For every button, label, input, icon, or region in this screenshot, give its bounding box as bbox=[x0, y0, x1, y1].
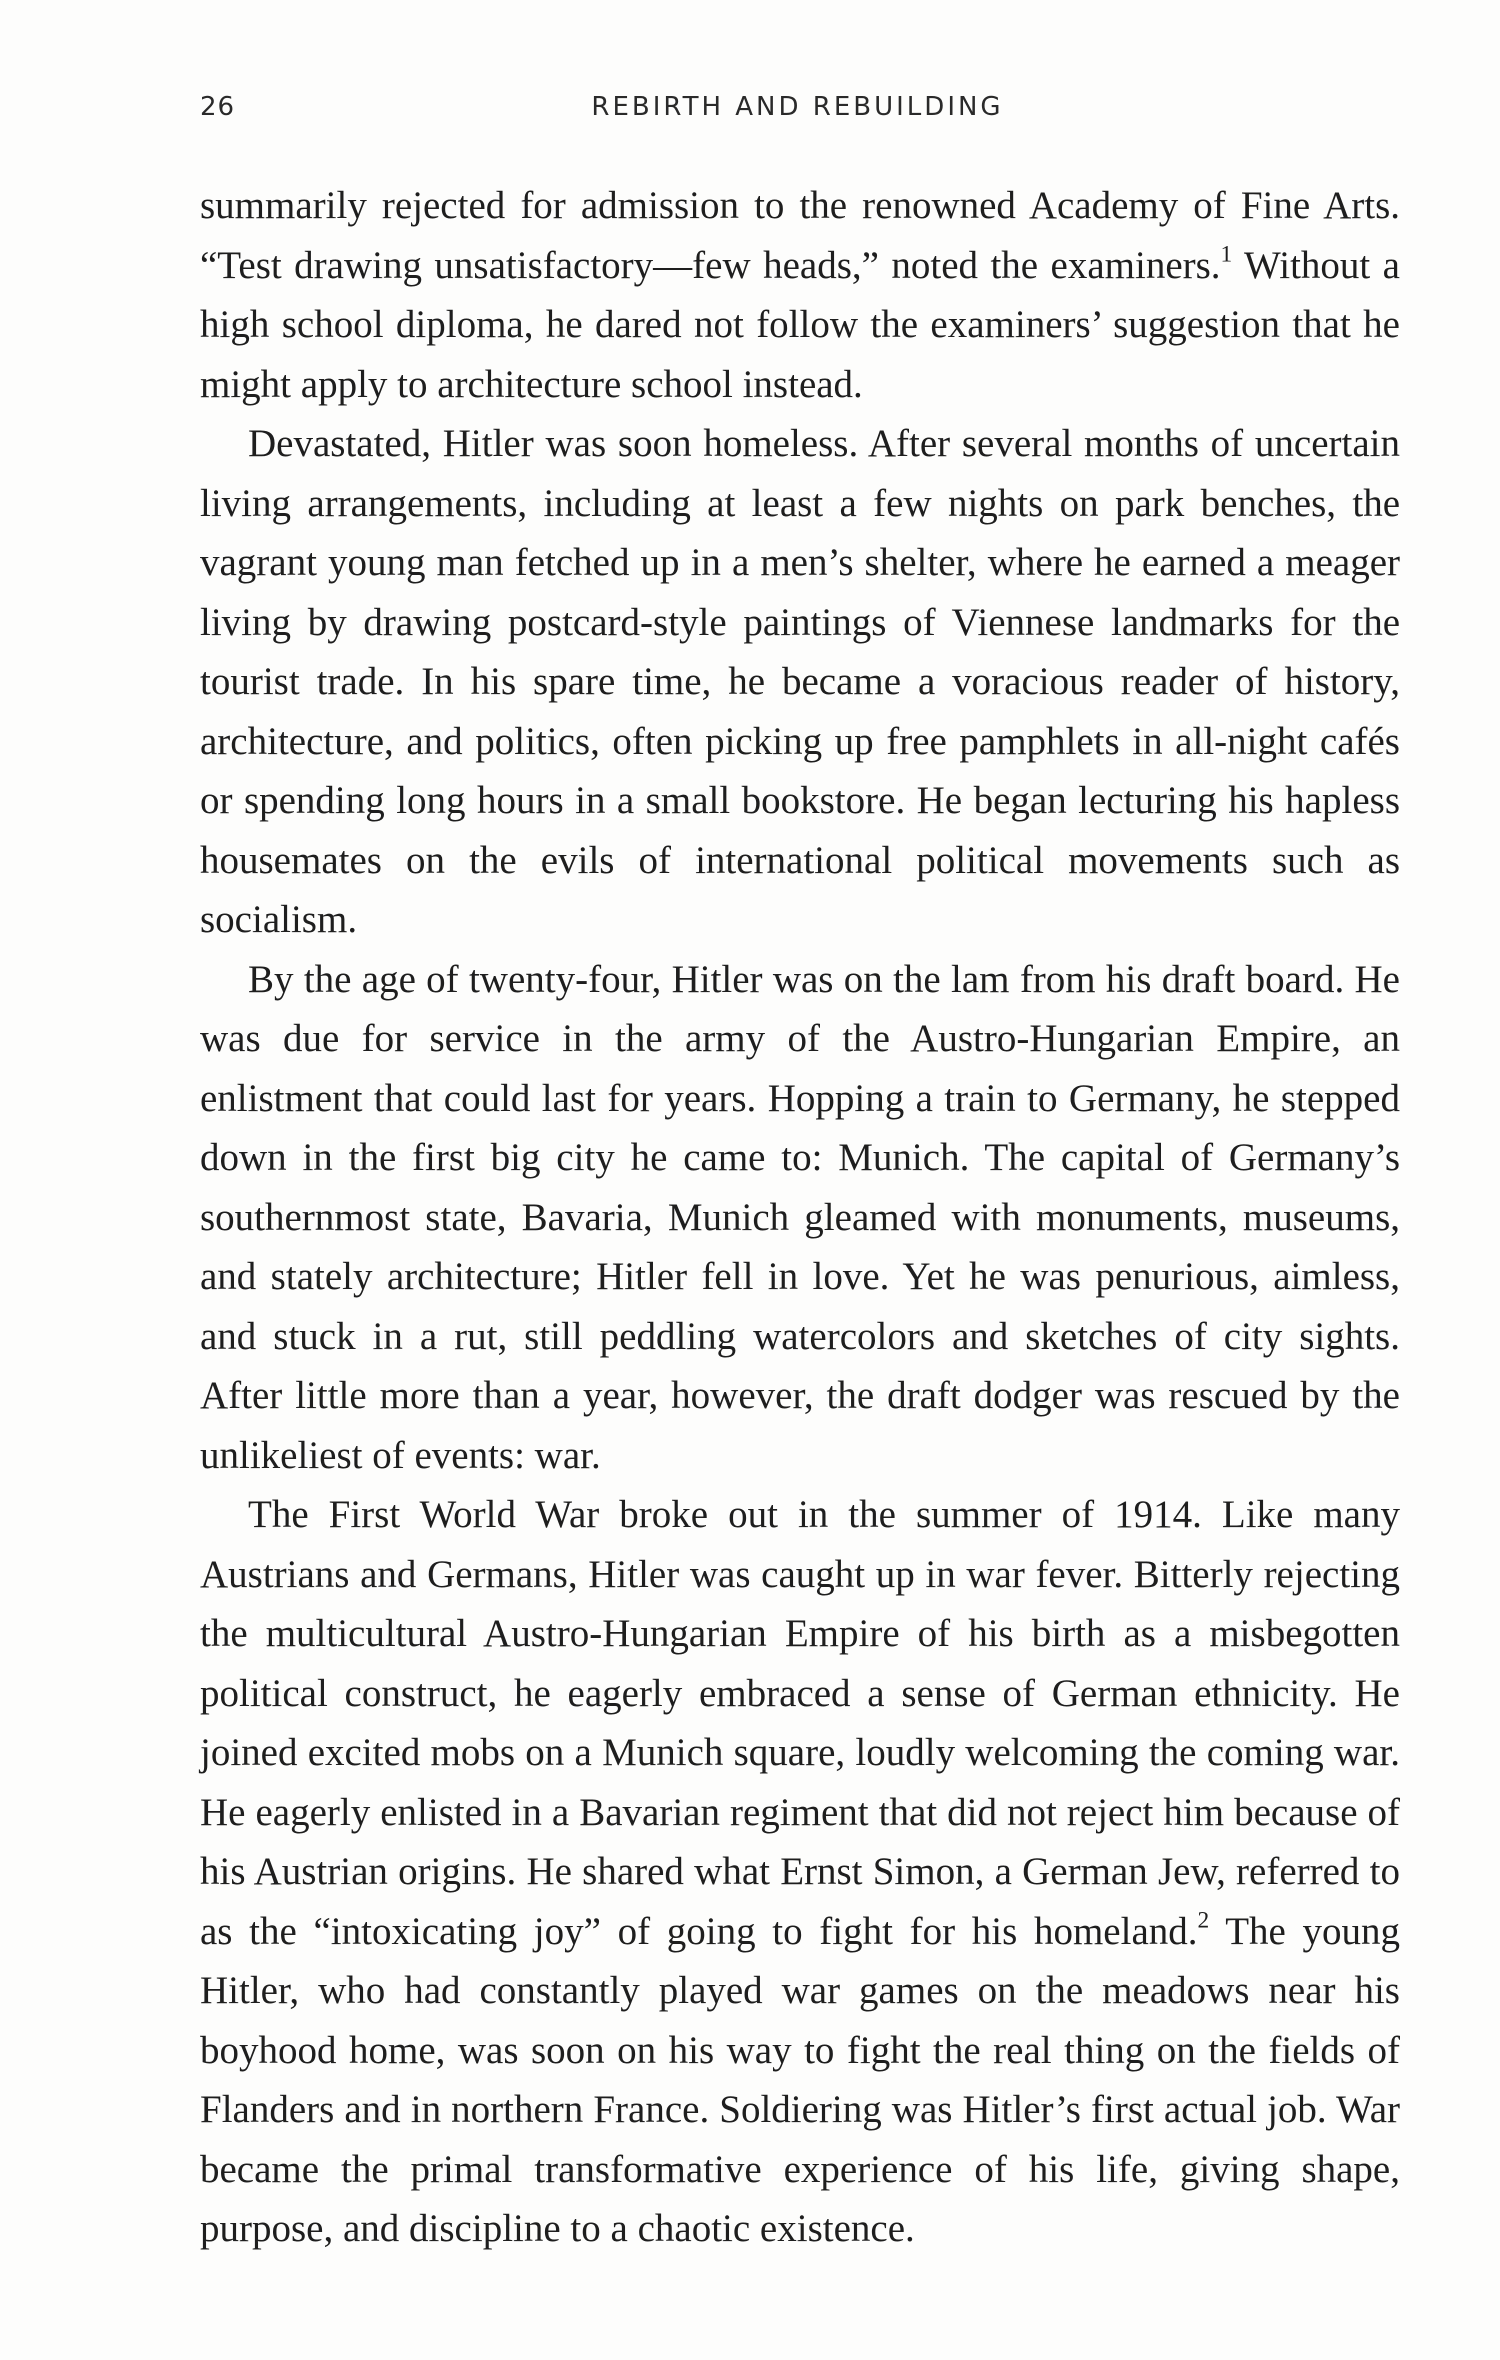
running-head bbox=[200, 92, 1395, 132]
page-number: 26 bbox=[200, 92, 236, 122]
paragraph-1-text-a: summarily rejected for admission to the renowned Academy of Fine Arts. “Test drawing unsatisfactory—few heads,” noted the examiners. bbox=[200, 184, 1400, 287]
paragraph-1-text-b: Without a high school diploma, he dared not follow the examiners’ suggestion that he might apply to architecture school instead. bbox=[200, 243, 1400, 406]
paragraph-4 bbox=[200, 1485, 1400, 2259]
footnote-marker-1: 1 bbox=[1220, 241, 1233, 268]
paragraph-1 bbox=[200, 176, 1400, 414]
chapter-title: REBIRTH AND REBUILDING bbox=[591, 92, 1004, 122]
paragraph-4-text-a: The First World War broke out in the summer of 1914. Like many Austrians and Germans, Hitler was caught up in war fever. Bitterly rejecting the multicultural Austro-Hungarian Empire of his birth as a misbegotten political construct, he eagerly embraced a sense of German ethnicity. He joined excited mobs on a Munich square, loudly welcoming the coming war. He eagerly enlisted in a Bavarian regiment that did not reject him because of his Austrian origins. He shared what Ernst Simon, a German Jew, referred to as the “intoxicating joy” of going to fight for his homeland. bbox=[200, 1493, 1400, 1953]
paragraph-3: By the age of twenty-four, Hitler was on the lam from his draft board. He was due for service in the army of the Austro-Hungarian Empire, an enlistment that could last for years. Hopping a train to Germany, he stepped down in the first big city he came to: Munich. The capital of Germany’s southernmost state, Bavaria, Munich gleamed with monuments, museums, and stately architecture; Hitler fell in love. Yet he was penurious, aimless, and stuck in a rut, still peddling watercolors and sketches of city sights. After little more than a year, however, the draft dodger was rescued by the unlikeliest of events: war. bbox=[200, 957, 1400, 1477]
body-text bbox=[200, 176, 1400, 2259]
footnote-marker-2: 2 bbox=[1197, 1907, 1210, 1934]
paragraph-4-text-b: The young Hitler, who had constantly played war games on the meadows near his boyhood home, was soon on his way to fight the real thing on the fields of Flanders and in northern France. Soldiering was Hitler’s first actual job. War became the primal transformative experience of his life, giving shape, purpose, and discipline to a chaotic existence. bbox=[200, 1909, 1401, 2250]
paragraph-2: Devastated, Hitler was soon homeless. After several months of uncertain living arrangements, including at least a few nights on park benches, the vagrant young man fetched up in a men’s shelter, where he earned a meager living by drawing postcard-style paintings of Viennese landmarks for the tourist trade. In his spare time, he became a voracious reader of history, architecture, and politics, often picking up free pamphlets in all-night cafés or spending long hours in a small bookstore. He began lecturing his hapless housemates on the evils of international political movements such as socialism. bbox=[200, 422, 1400, 941]
